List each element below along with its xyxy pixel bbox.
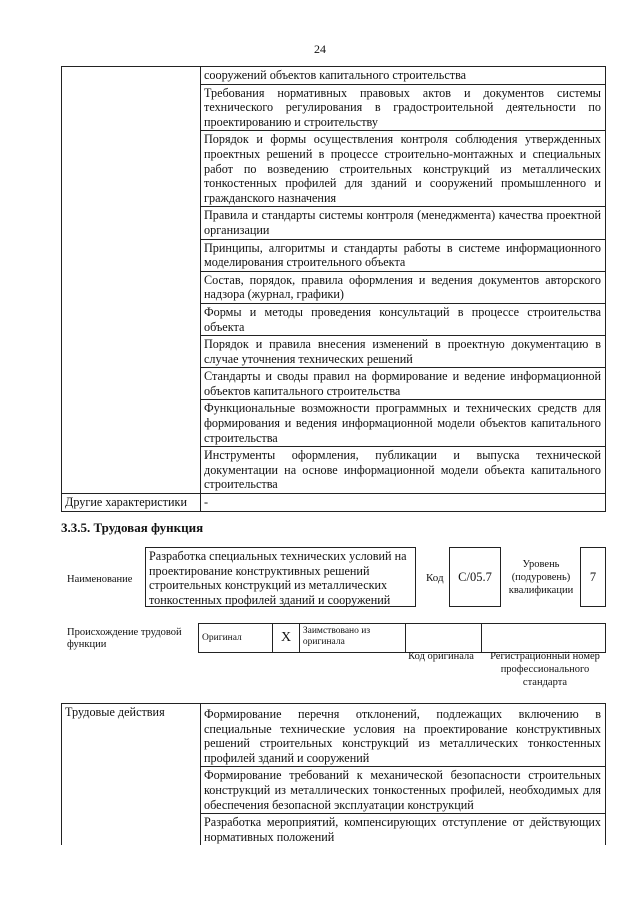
requirement-item: Требования нормативных правовых актов и документов системы технического регулирования в градостроительной деятельности по проектированию и строительству: [201, 84, 606, 131]
section-heading: 3.3.5. Трудовая функция: [61, 520, 204, 535]
code-value-box: С/05.7: [449, 547, 501, 607]
requirement-item: Принципы, алгоритмы и стандарты работы в системе информационного моделирования строительного объекта: [201, 239, 606, 271]
origin-label: Происхождение трудовой функции: [67, 627, 182, 650]
requirement-item: Порядок и правила внесения изменений в проектную документацию в случае уточнения технических решений: [201, 336, 606, 368]
name-label: Наименование: [67, 574, 133, 585]
original-mark: X: [273, 624, 300, 653]
requirement-item: Формы и методы проведения консультаций в процессе строительства объекта: [201, 303, 606, 335]
requirement-item: Правила и стандарты системы контроля (менеджмента) качества проектной организации: [201, 207, 606, 239]
requirements-table: [61, 66, 606, 512]
origin-code-caption: Код оригинала: [408, 651, 474, 662]
other-characteristics-value: -: [201, 494, 606, 512]
origin-code-cell: [405, 624, 482, 653]
requirement-item: Состав, порядок, правила оформления и ведения документов авторского надзора (журнал, графики): [201, 271, 606, 303]
table-row: [62, 704, 606, 767]
qualification-level-box: 7: [580, 547, 606, 607]
registration-number-caption: Регистрационный номер профессионального стандарта: [490, 651, 600, 688]
requirements-label-cell: [62, 67, 201, 494]
qualification-level-label: Уровень (подуровень) квалификации: [508, 559, 574, 596]
requirement-item: сооружений объектов капитального строительства: [201, 67, 606, 85]
page-number: 24: [314, 42, 326, 56]
registration-number-cell: [482, 624, 606, 653]
labor-action-item: Разработка мероприятий, компенсирующих отступление от действующих нормативных положений: [201, 814, 606, 846]
table-row: [199, 624, 606, 653]
function-name-box: Разработка специальных технических условий на проектирование конструктивных решений строительных конструкций из металлических тонкостенных профилей зданий и сооружений: [145, 547, 416, 607]
labor-action-item: Формирование требований к механической безопасности строительных конструкций из металлических тонкостенных профилей, необходимых для обеспечения безопасной эксплуатации конструкций: [201, 767, 606, 814]
requirement-item: Порядок и формы осуществления контроля соблюдения утвержденных проектных решений в процессе строительно-монтажных и специальных работ по возведению строительных конструкций из металлических тонкостенных профилей для зданий и сооружений промышленного и гражданского назначения: [201, 131, 606, 207]
original-label: Оригинал: [199, 624, 273, 653]
other-characteristics-label: Другие характеристики: [62, 494, 201, 512]
requirement-item: Функциональные возможности программных и технических средств для формирования и ведения информационной модели объектов капитального строительства: [201, 400, 606, 447]
labor-actions-label: Трудовые действия: [62, 704, 201, 846]
code-label: Код: [426, 572, 444, 584]
requirement-item: Инструменты оформления, публикации и выпуска технической документации на основе информационной модели объекта капитального строительства: [201, 447, 606, 494]
table-row: [62, 67, 606, 85]
table-row: [62, 494, 606, 512]
requirement-item: Стандарты и своды правил на формирование и ведение информационной объектов капитального строительства: [201, 368, 606, 400]
labor-action-item: Формирование перечня отклонений, подлежащих включению в специальные технические условия на проектирование конструктивных решений строительных конструкций из металлических тонкостенных профилей зданий и сооружений: [201, 704, 606, 767]
origin-table: [198, 623, 606, 653]
borrowed-label: Заимствовано из оригинала: [299, 624, 405, 653]
labor-actions-table: [61, 703, 606, 845]
